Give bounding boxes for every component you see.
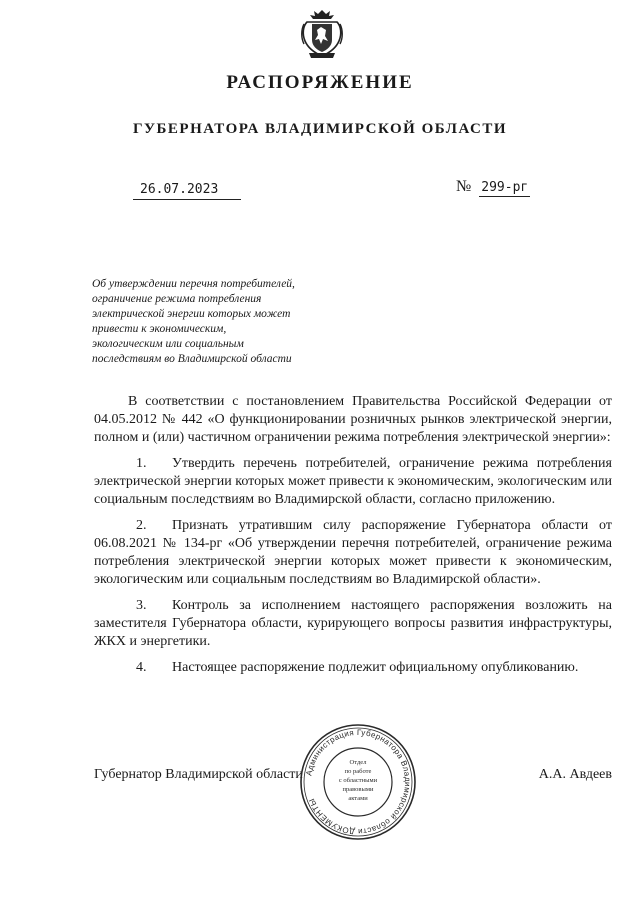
coat-of-arms-emblem [299,8,345,60]
clause-text: Утвердить перечень потребителей, ограничение режима потребления электрической энергии которых может привести к экономическим, экологическим или социальным последствиям во Владимирской области, согласно приложению. [94,456,612,507]
signer-position: Губернатор Владимирской области [94,767,303,782]
document-title: РАСПОРЯЖЕНИЕ [226,72,414,93]
document-subject [92,277,352,367]
clause-paragraph [94,597,612,651]
subject-line: Об утверждении перечня потребителей, [92,278,295,290]
document-number-block [456,178,530,197]
clause-paragraph [94,517,612,589]
clause-text: Контроль за исполнением настоящего распоряжения возложить на заместителя Губернатора области, курирующего вопросы развития инфраструктуры, ЖКХ и энергетики. [94,598,612,649]
number-sign: № [456,178,472,195]
stamp-ring-text: Администрация Губернатора Владимирской области ДОКУМЕНТЫ [304,727,413,837]
stamp-center-line: Отдел [349,759,367,766]
document-date: 26.07.2023 [140,182,219,197]
stamp-center-line: актами [348,795,368,802]
subject-line: электрической энергии которых может [92,308,291,320]
signer-name: А.А. Авдеев [538,767,612,782]
clause-text: Настоящее распоряжение подлежит официальному опубликованию. [172,660,579,675]
subject-line: экологическим или социальным [92,338,244,350]
date-underline [133,199,241,200]
clause-paragraph [94,659,612,677]
clause-number: 2. [136,518,147,533]
clause-paragraph [94,455,612,509]
stamp-center-line: по работе [344,768,372,775]
preamble-paragraph: В соответствии с постановлением Правительства Российской Федерации от 04.05.2012 № 442 «О функционировании розничных рынков электрической энергии, полном и (или) частичном ограничении режима потребления электрической энергии»: [94,394,612,445]
stamp-center-line: с областными [338,777,378,784]
subject-line: привести к экономическим, [92,323,227,335]
official-stamp [298,722,418,842]
subject-line: последствиям во Владимирской области [92,353,292,365]
document-body [94,393,612,677]
document-number: 299-рг [481,180,529,195]
stamp-center-line: правовыми [342,786,374,793]
clause-text: Признать утратившим силу распоряжение Губернатора области от 06.08.2021 № 134-рг «Об утверждении перечня потребителей, ограничение режима потребления электрической энергии которых может привести к экономическим, экологическим или социальным последствиям во Владимирской области». [94,518,612,587]
subject-line: ограничение режима потребления [92,293,262,305]
clause-number: 1. [136,456,147,471]
clause-number: 4. [136,660,147,675]
issuer-heading: ГУБЕРНАТОРА ВЛАДИМИРСКОЙ ОБЛАСТИ [132,121,508,137]
clause-number: 3. [136,598,147,613]
